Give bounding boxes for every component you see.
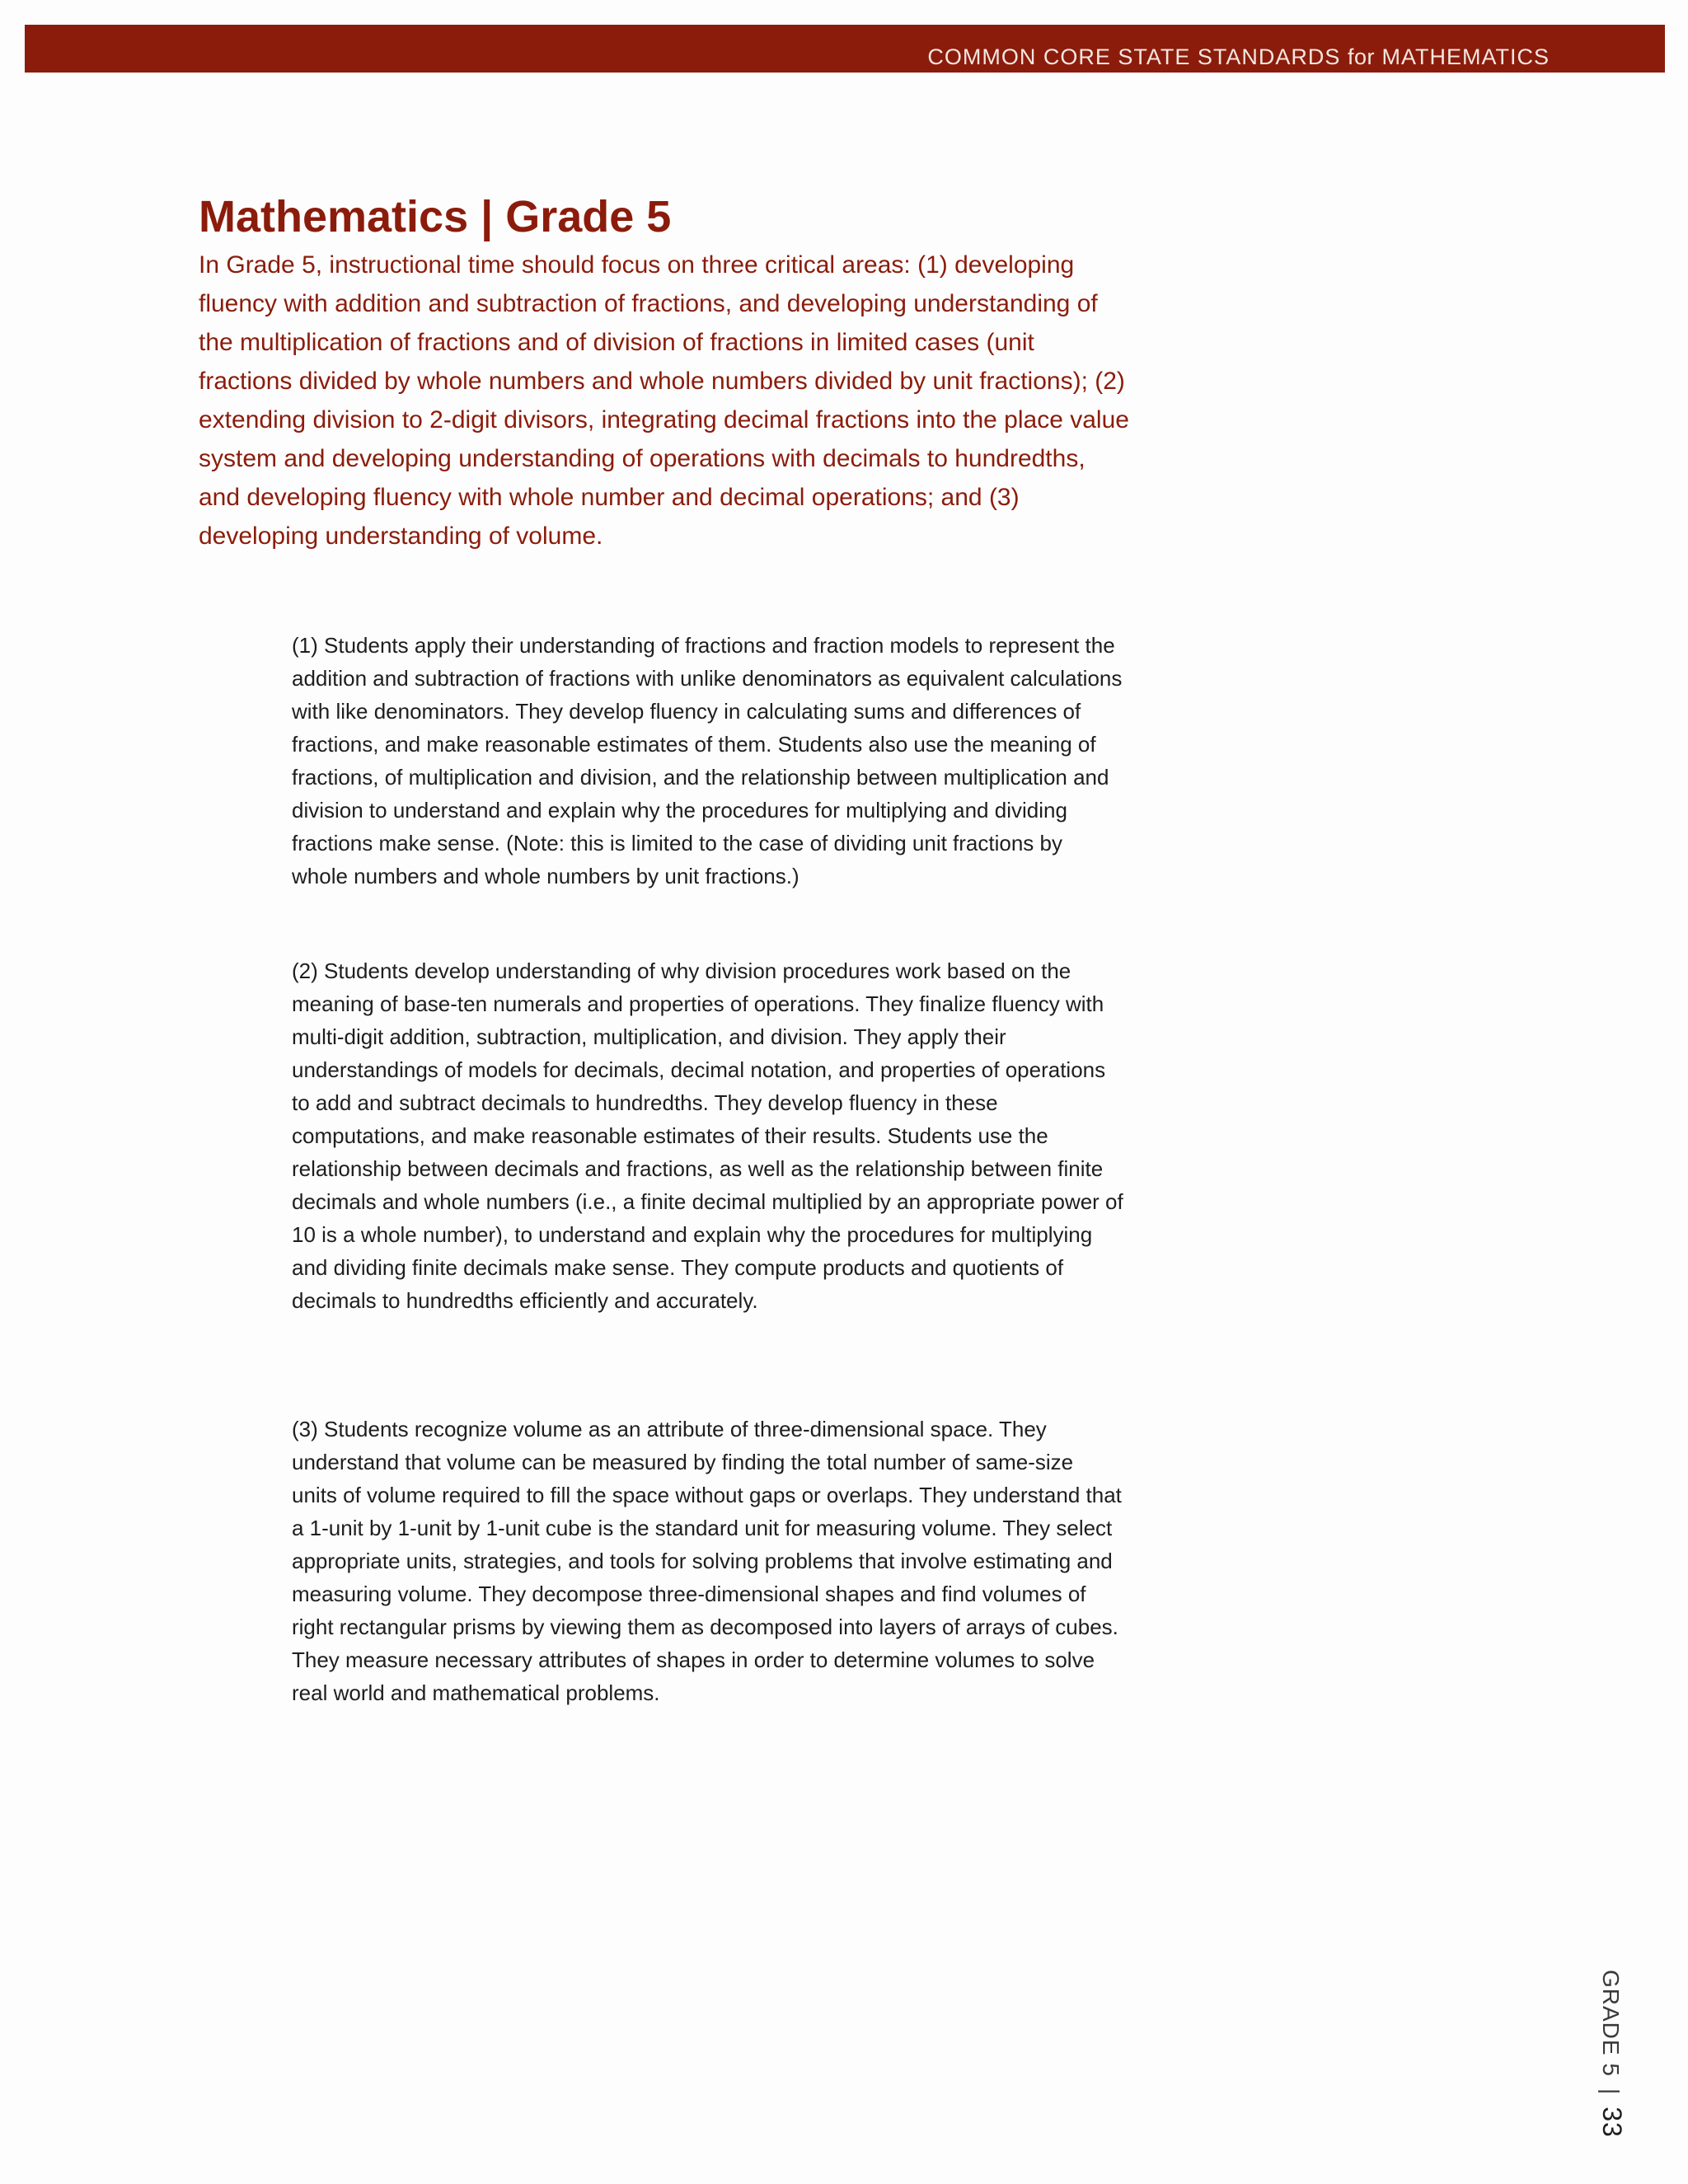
focus-area-2: (2) Students develop understanding of why division procedures work based on the meaning of base-ten numerals and properties of operations. They finalize fluency with multi-digit addition, subtraction, multiplication, and division. They apply their understandings of models for decimals, decimal notation, and properties of operations to add and subtract decimals to hundredths. They develop fluency in these computations, and make reasonable estimates of their results. Students use the relationship between decimals and fractions, as well as the relationship between finite decimals and whole numbers (i.e., a finite decimal multiplied by an appropriate power of 10 is a whole number), to understand and explain why the procedures for multiplying and dividing finite decimals make sense. They compute products and quotients of decimals to hundredths efficiently and accurately. [292, 958, 1123, 1313]
header-bar [25, 25, 1665, 73]
focus-area-3: (3) Students recognize volume as an attribute of three-dimensional space. They understand that volume can be measured by finding the total number of same-size units of volume required to fill the space without gaps or overlaps. They understand that a 1-unit by 1-unit by 1-unit cube is the standard unit for measuring volume. They select appropriate units, strategies, and tools for solving problems that involve estimating and measuring volume. They decompose three-dimensional shapes and find volumes of right rectangular prisms by viewing them as decomposed into layers of arrays of cubes. They measure necessary attributes of shapes in order to determine volumes to solve real world and mathematical problems. [292, 1417, 1122, 1705]
intro-paragraph: In Grade 5, instructional time should focus on three critical areas: (1) developing fluency with addition and subtraction of fractions, and developing understanding of the multiplication of fractions and of division of fractions in limited cases (unit fractions divided by whole numbers and whole numbers divided by unit fractions); (2) extending division to 2-digit divisors, integrating decimal fractions into the place value system and developing understanding of operations with decimals to hundredths, and developing fluency with whole number and decimal operations; and (3) developing understanding of volume. [199, 251, 1129, 550]
page-title: Mathematics | Grade 5 [199, 192, 672, 241]
page-footer [1596, 1970, 1629, 2138]
header-title-prefix: COMMON CORE STATE STANDARDS [927, 45, 1341, 69]
focus-area-1: (1) Students apply their understanding of fractions and fraction models to represent the addition and subtraction of fractions with unlike denominators as equivalent calculations with like denominators. They develop fluency in calculating sums and differences of fractions, and make reasonable estimates of them. Students also use the meaning of fractions, of multiplication and division, and the relationship between multiplication and division to understand and explain why the procedures for multiplying and dividing fractions make sense. (Note: this is limited to the case of dividing unit fractions by whole numbers and whole numbers by unit fractions.) [292, 633, 1123, 888]
page-number: 33 [1597, 2107, 1627, 2138]
header-title-suffix: MATHEMATICS [1381, 45, 1550, 69]
header-title-for: for [1347, 45, 1375, 69]
footer-grade-label: GRADE 5 [1598, 1970, 1624, 2077]
footer-separator: | [1598, 2088, 1624, 2096]
header-title [927, 45, 1550, 70]
